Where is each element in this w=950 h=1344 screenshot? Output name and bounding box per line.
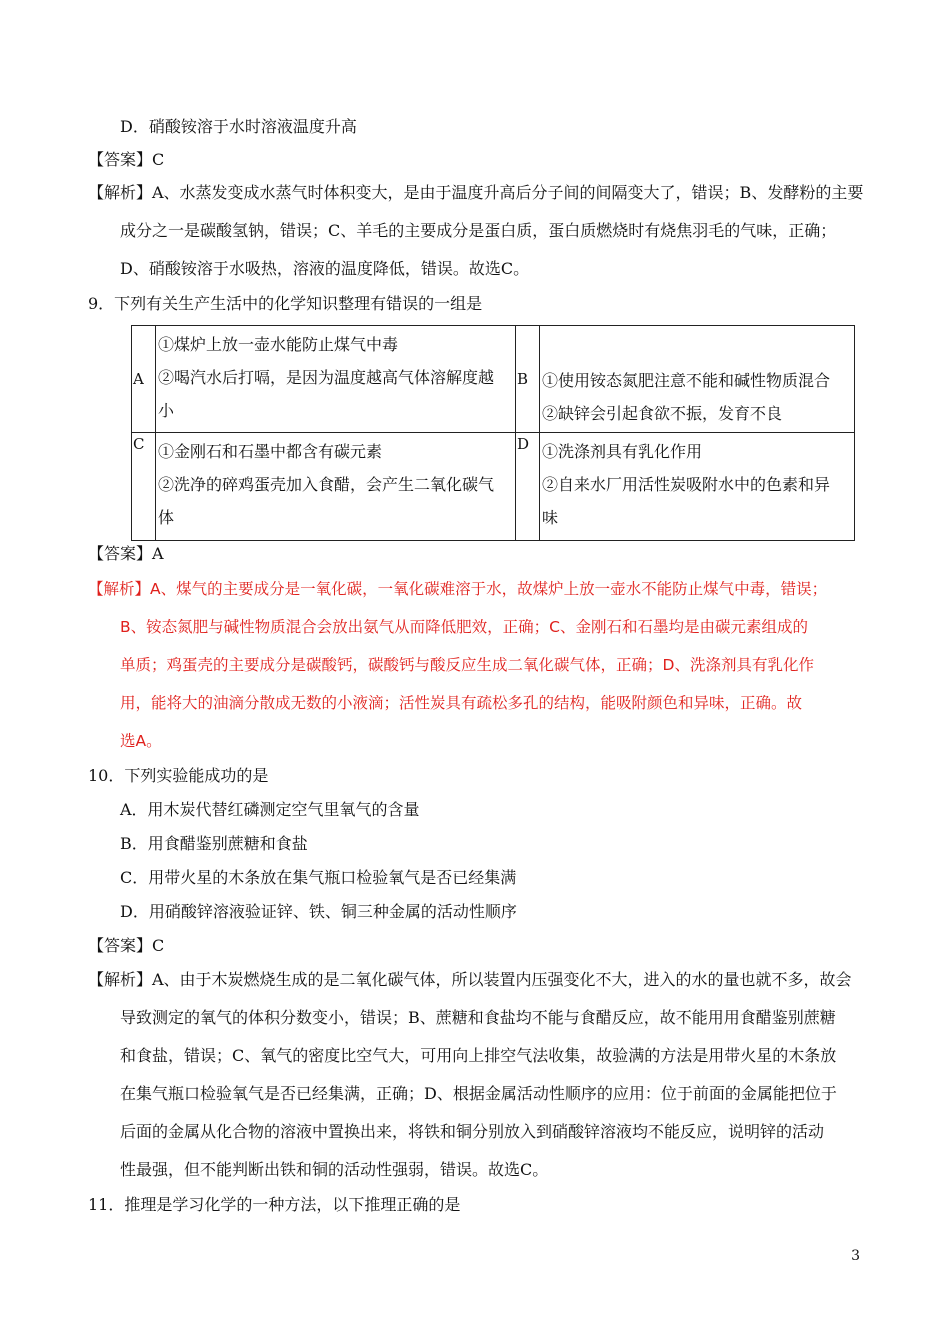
option-a-content — [156, 326, 516, 433]
option-a-line-2: ②喝汽水后打嗝，是因为温度越高气体溶解度越 — [158, 368, 495, 387]
q10-option-a: A．用木炭代替红磷测定空气里氧气的含量 — [120, 800, 420, 819]
q9-analysis-line-4: 用，能将大的油滴分散成无数的小液滴；活性炭具有疏松多孔的结构，能吸附颜色和异味，正确。故 — [120, 694, 803, 712]
page-number: 3 — [851, 1248, 860, 1264]
option-d-line-3: 味 — [542, 508, 559, 527]
option-c-letter — [132, 433, 156, 541]
q10-analysis-line-2: 导致测定的氧气的体积分数变小，错误；B、蔗糖和食盐均不能与食醋反应，故不能用用食醋鉴别蔗糖 — [120, 1008, 836, 1027]
option-b-line-1: ①使用铵态氮肥注意不能和碱性物质混合 — [542, 371, 831, 390]
q8-analysis-line-1: 【解析】A、水蒸发变成水蒸气时体积变大，是由于温度升高后分子间的间隔变大了，错误；B、发酵粉的主要 — [88, 183, 864, 202]
q9-analysis-line-2: B、铵态氮肥与碱性物质混合会放出氨气从而降低肥效，正确；C、金刚石和石墨均是由碳元素组成的 — [120, 618, 808, 636]
q8-analysis-line-3: D、硝酸铵溶于水吸热，溶液的温度降低，错误。故选C。 — [120, 259, 530, 278]
option-c-line-2: ②洗净的碎鸡蛋壳加入食醋，会产生二氧化碳气 — [158, 475, 495, 494]
option-a-line-3: 小 — [158, 401, 175, 420]
q9-stem: 9．下列有关生产生活中的化学知识整理有错误的一组是 — [88, 294, 483, 313]
option-d-letter — [516, 433, 540, 541]
q9-analysis-line-3: 单质；鸡蛋壳的主要成分是碳酸钙，碳酸钙与酸反应生成二氧化碳气体，正确；D、洗涤剂具有乳化作 — [120, 656, 814, 674]
q10-analysis-line-6: 性最强，但不能判断出铁和铜的活动性强弱，错误。故选C。 — [120, 1160, 549, 1179]
option-a-label: A — [133, 370, 144, 388]
option-b-content — [540, 326, 855, 433]
q10-option-d: D．用硝酸锌溶液验证锌、铁、铜三种金属的活动性顺序 — [120, 902, 517, 921]
option-a-line-1: ①煤炉上放一壶水能防止煤气中毒 — [158, 335, 399, 354]
option-d-label: D — [517, 435, 530, 453]
table-row — [132, 326, 855, 433]
q10-option-c: C．用带火星的木条放在集气瓶口检验氧气是否已经集满 — [120, 868, 517, 887]
q10-analysis-line-3: 和食盐，错误；C、氧气的密度比空气大，可用向上排空气法收集，故验满的方法是用带火星的木条放 — [120, 1046, 837, 1065]
table-row — [132, 433, 855, 541]
q8-option-d: D．硝酸铵溶于水时溶液温度升高 — [120, 117, 357, 136]
option-a-letter — [132, 326, 156, 433]
option-c-label: C — [133, 435, 145, 453]
option-b-letter — [516, 326, 540, 433]
q10-analysis-line-5: 后面的金属从化合物的溶液中置换出来，将铁和铜分别放入到硝酸锌溶液均不能反应，说明锌的活动 — [120, 1122, 825, 1141]
q9-answer: 【答案】A — [88, 544, 164, 563]
option-c-line-3: 体 — [158, 508, 175, 527]
q10-answer: 【答案】C — [88, 936, 165, 955]
q10-option-b: B．用食醋鉴别蔗糖和食盐 — [120, 834, 308, 853]
q10-analysis-line-4: 在集气瓶口检验氧气是否已经集满，正确；D、根据金属活动性顺序的应用：位于前面的金属能把位于 — [120, 1084, 837, 1103]
option-b-line-2: ②缺锌会引起食欲不振，发育不良 — [542, 404, 783, 423]
q8-answer: 【答案】C — [88, 150, 165, 169]
q10-analysis-line-1: 【解析】A、由于木炭燃烧生成的是二氧化碳气体，所以装置内压强变化不大，进入的水的量也就不多，故会 — [88, 970, 852, 989]
q9-analysis-line-1: 【解析】A、煤气的主要成分是一氧化碳，一氧化碳难溶于水，故煤炉上放一壶水不能防止煤气中毒，错误； — [88, 580, 828, 598]
option-c-content — [156, 433, 516, 541]
option-d-line-1: ①洗涤剂具有乳化作用 — [542, 442, 703, 461]
q9-options-table — [131, 325, 855, 541]
q9-analysis-line-5: 选A。 — [120, 732, 162, 750]
option-c-line-1: ①金刚石和石墨中都含有碳元素 — [158, 442, 383, 461]
q11-stem: 11．推理是学习化学的一种方法，以下推理正确的是 — [88, 1195, 461, 1214]
q8-analysis-line-2: 成分之一是碳酸氢钠，错误；C、羊毛的主要成分是蛋白质，蛋白质燃烧时有烧焦羽毛的气味，正确； — [120, 221, 837, 240]
q10-stem: 10．下列实验能成功的是 — [88, 766, 269, 785]
option-d-line-2: ②自来水厂用活性炭吸附水中的色素和异 — [542, 475, 831, 494]
option-b-label: B — [517, 370, 529, 388]
option-d-content — [540, 433, 855, 541]
